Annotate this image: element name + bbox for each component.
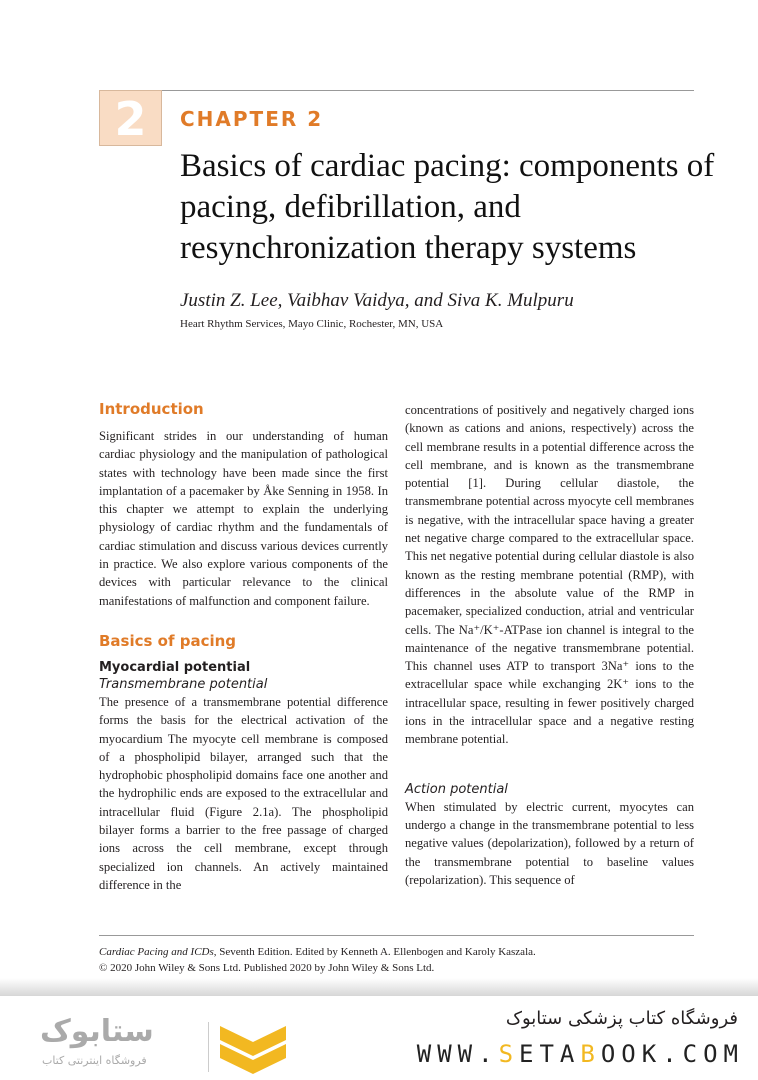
store-name-fa: فروشگاه کتاب پزشکی ستابوک — [505, 1008, 738, 1029]
introduction-heading: Introduction — [99, 400, 204, 418]
chevron-logo-icon — [218, 1024, 288, 1074]
edition-text: , Seventh Edition. Edited by Kenneth A. Ellenbogen and Karoly Kaszala. — [213, 946, 536, 958]
page-shadow — [0, 978, 758, 996]
url-part: B — [580, 1040, 601, 1068]
store-url[interactable] — [417, 1040, 744, 1068]
chapter-label: CHAPTER 2 — [180, 107, 324, 131]
authors: Justin Z. Lee, Vaibhav Vaidya, and Siva K. Mulpuru — [180, 290, 574, 311]
url-part: ETA — [519, 1040, 581, 1068]
transmembrane-text-cont: concentrations of positively and negatively charged ions (known as cations and anions, respectively) across the cell membrane results in a potential difference across the cell membrane, and is known as the transmembrane potential [1]. During cellular diastole, the transmembrane potential across myocyte cell membranes is negative, with the intracellular space having a greater net negative charge compared to the extracellular space. This net negative potential during cellular diastole is also known as the resting membrane potential (RMP), with differences in the absolute value of the RMP in pacemaker, specialized conduction, atrial and ventricular cells. The Na⁺/K⁺-ATPase ion channel is integral to the maintenance of the negative transmembrane potential. This channel uses ATP to transport 3Na⁺ ions to the extracellular space while exchanging 2K⁺ ions to the intracellular space, resulting in fewer positively charged ions in the intracellular space and a negative resting membrane potential. — [405, 403, 694, 747]
transmembrane-text: The presence of a transmembrane potential difference forms the basis for the electrical activation of the myocardium The myocyte cell membrane is composed of a phospholipid bilayer, arranged such that the hydrophobic phospholipid domains face one another and the hydrophilic ends are exposed to the extracellular and intracellular fluid (Figure 2.1a). The phospholipid bilayer forms a barrier to the free passage of charged ions across the cell membrane, except through specialized ion channels. An actively maintained difference in the — [99, 694, 388, 892]
footer-rule — [99, 935, 694, 936]
basics-heading: Basics of pacing — [99, 631, 237, 650]
store-banner — [0, 996, 758, 1080]
transmembrane-heading: Transmembrane potential — [99, 676, 268, 692]
myocardial-potential-heading: Myocardial potential — [99, 659, 251, 675]
book-title: Cardiac Pacing and ICDs — [99, 946, 214, 958]
url-part: WWW. — [416, 1040, 499, 1068]
url-part: S — [498, 1040, 520, 1068]
chapter-number-box: 2 — [99, 90, 162, 146]
left-column — [99, 400, 388, 894]
footer-citation — [99, 946, 536, 958]
footer-copyright: © 2020 John Wiley & Sons Ltd. Published 2020 by John Wiley & Sons Ltd. — [99, 962, 435, 974]
introduction-text: Significant strides in our understanding of human cardiac physiology and the manipulation of pathological states with technology have been made since the first implantation of a pacemaker by Åke Senning in 1958. In this chapter we attempt to explain the underlying physiology of cardiac rhythm and the fundamentals of cardiac stimulation and discuss various devices currently in practice. We also explore various components of the devices with particular relevance to the clinical manifestations of malfunction and component failure. — [99, 429, 388, 608]
action-potential-text: When stimulated by electric current, myocytes can undergo a change in the transmembrane potential to less negative values (depolarization), followed by a return of the transmembrane potential to baseline values (repolarization). This sequence of — [405, 799, 694, 887]
action-potential-heading: Action potential — [405, 781, 508, 797]
affiliation: Heart Rhythm Services, Mayo Clinic, Rochester, MN, USA — [180, 318, 444, 330]
top-rule — [99, 90, 694, 91]
logo-divider — [208, 1022, 209, 1072]
store-logo-text: ستابوک — [40, 1014, 154, 1049]
right-column — [405, 401, 694, 889]
chapter-title: Basics of cardiac pacing: components of pacing, defibrillation, and resynchronization therapy systems — [180, 148, 715, 266]
url-part: OOK.COM — [600, 1040, 744, 1068]
store-logo-subtitle: فروشگاه اینترنتی کتاب — [42, 1054, 147, 1067]
